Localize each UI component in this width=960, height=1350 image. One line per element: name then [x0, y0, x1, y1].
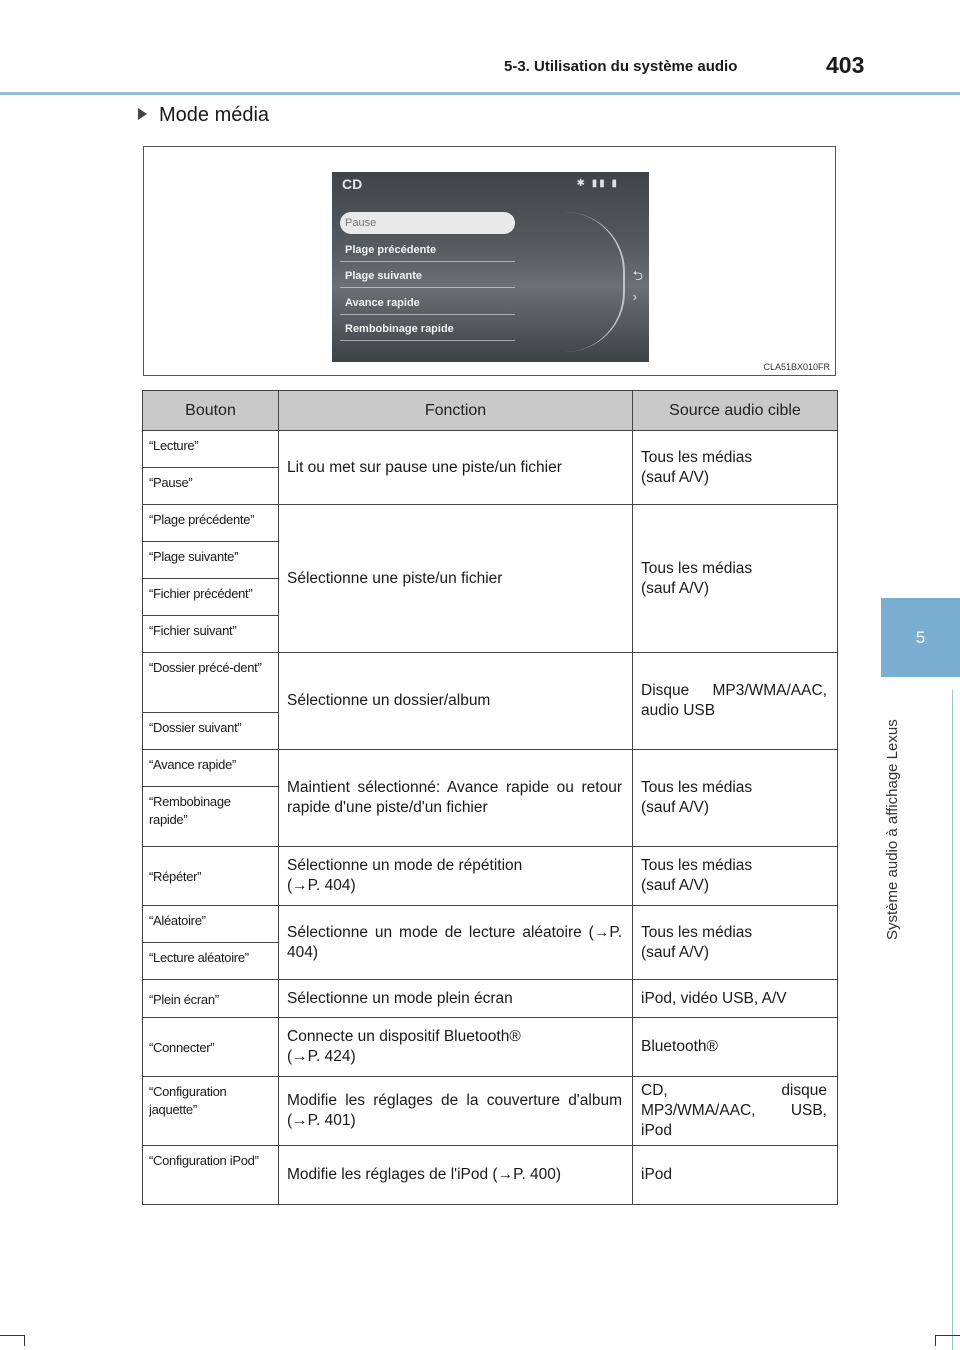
source-cell: Tous les médias (sauf A/V) — [633, 906, 838, 980]
menu-item-fast-forward[interactable]: Avance rapide — [340, 292, 515, 315]
status-icons: ✱ ▮▮ ▮ — [576, 178, 619, 189]
button-cell: “Connecter” — [143, 1018, 279, 1077]
crop-mark — [0, 1335, 25, 1336]
button-cell: “Lecture” — [143, 431, 279, 468]
page-number: 403 — [826, 52, 865, 78]
menu-item-next-track[interactable]: Plage suivante — [340, 265, 515, 288]
section-title — [138, 104, 269, 127]
side-rule — [952, 690, 953, 1350]
function-cell: Modifie les réglages de l'iPod (→P. 400) — [279, 1146, 633, 1205]
menu-item-pause[interactable]: Pause — [340, 212, 515, 234]
column-header: Bouton — [143, 391, 279, 431]
crop-mark — [24, 1335, 25, 1346]
button-cell: “Rembobinage rapide” — [143, 787, 279, 847]
section-title-text: Mode média — [159, 104, 270, 126]
button-cell: “Plein écran” — [143, 980, 279, 1018]
source-cell: Disque MP3/WMA/AAC, audio USB — [633, 653, 838, 750]
function-cell: Sélectionne un dossier/album — [279, 653, 633, 750]
source-cell: Tous les médias (sauf A/V) — [633, 505, 838, 653]
button-cell: “Pause” — [143, 468, 279, 505]
table-header-row — [143, 391, 838, 431]
button-cell: “Répéter” — [143, 847, 279, 906]
function-table — [142, 390, 838, 1205]
menu-item-rewind[interactable]: Rembobinage rapide — [340, 318, 515, 341]
table-row — [143, 431, 838, 468]
crop-mark — [935, 1335, 936, 1346]
column-header: Source audio cible — [633, 391, 838, 431]
function-cell: Lit ou met sur pause une piste/un fichier — [279, 431, 633, 505]
chapter-number: 5 — [915, 627, 926, 647]
source-cell: Tous les médias (sauf A/V) — [633, 750, 838, 847]
figure — [143, 146, 836, 376]
table-row — [143, 980, 838, 1018]
table-row — [143, 653, 838, 713]
source-cell: Bluetooth® — [633, 1018, 838, 1077]
button-cell: “Aléatoire” — [143, 906, 279, 943]
source-cell: Tous les médias (sauf A/V) — [633, 431, 838, 505]
table-row — [143, 1146, 838, 1205]
header-section-text: 5-3. Utilisation du système audio — [504, 58, 738, 75]
button-cell: “Plage précédente” — [143, 505, 279, 542]
table-row — [143, 505, 838, 542]
button-cell: “Dossier suivant” — [143, 713, 279, 750]
source-cell: iPod, vidéo USB, A/V — [633, 980, 838, 1018]
button-cell: “Fichier suivant” — [143, 616, 279, 653]
chapter-title: Système audio à affichage Lexus — [884, 719, 901, 940]
media-screen — [332, 172, 649, 362]
function-cell: Maintient sélectionné: Avance rapide ou retour rapide d'une piste/d'un fichier — [279, 750, 633, 847]
source-cell: iPod — [633, 1146, 838, 1205]
back-icon[interactable]: ⮌ › — [632, 268, 643, 304]
button-cell: “Dossier précé-dent” — [143, 653, 279, 713]
button-cell: “Fichier précédent” — [143, 579, 279, 616]
function-cell: Sélectionne un mode de lecture aléatoire (→P. 404) — [279, 906, 633, 980]
table-row — [143, 906, 838, 943]
triangle-bullet-icon — [138, 108, 147, 120]
button-cell: “Plage suivante” — [143, 542, 279, 579]
scroll-arc — [563, 212, 625, 352]
button-cell: “Configuration jaquette” — [143, 1077, 279, 1146]
function-cell: Modifie les réglages de la couverture d'album (→P. 401) — [279, 1077, 633, 1146]
column-header: Fonction — [279, 391, 633, 431]
button-cell: “Avance rapide” — [143, 750, 279, 787]
function-cell: Sélectionne une piste/un fichier — [279, 505, 633, 653]
function-cell: Connecte un dispositif Bluetooth® (→P. 424) — [279, 1018, 633, 1077]
function-cell: Sélectionne un mode plein écran — [279, 980, 633, 1018]
crop-mark — [935, 1335, 960, 1336]
screen-title: CD — [342, 176, 363, 192]
chapter-title-vertical — [884, 690, 908, 940]
button-cell: “Configuration iPod” — [143, 1146, 279, 1205]
source-cell: Tous les médias (sauf A/V) — [633, 847, 838, 906]
figure-code: CLA51BX010FR — [763, 362, 830, 372]
button-cell: “Lecture aléatoire” — [143, 943, 279, 980]
chapter-tab — [881, 598, 960, 677]
table-row — [143, 847, 838, 906]
menu-item-previous-track[interactable]: Plage précédente — [340, 239, 515, 262]
table-row — [143, 750, 838, 787]
header-rule — [0, 92, 960, 95]
table-row — [143, 1077, 838, 1146]
table-row — [143, 1018, 838, 1077]
source-cell: CD, disque MP3/WMA/AAC, USB, iPod — [633, 1077, 838, 1146]
function-cell: Sélectionne un mode de répétition (→P. 404) — [279, 847, 633, 906]
